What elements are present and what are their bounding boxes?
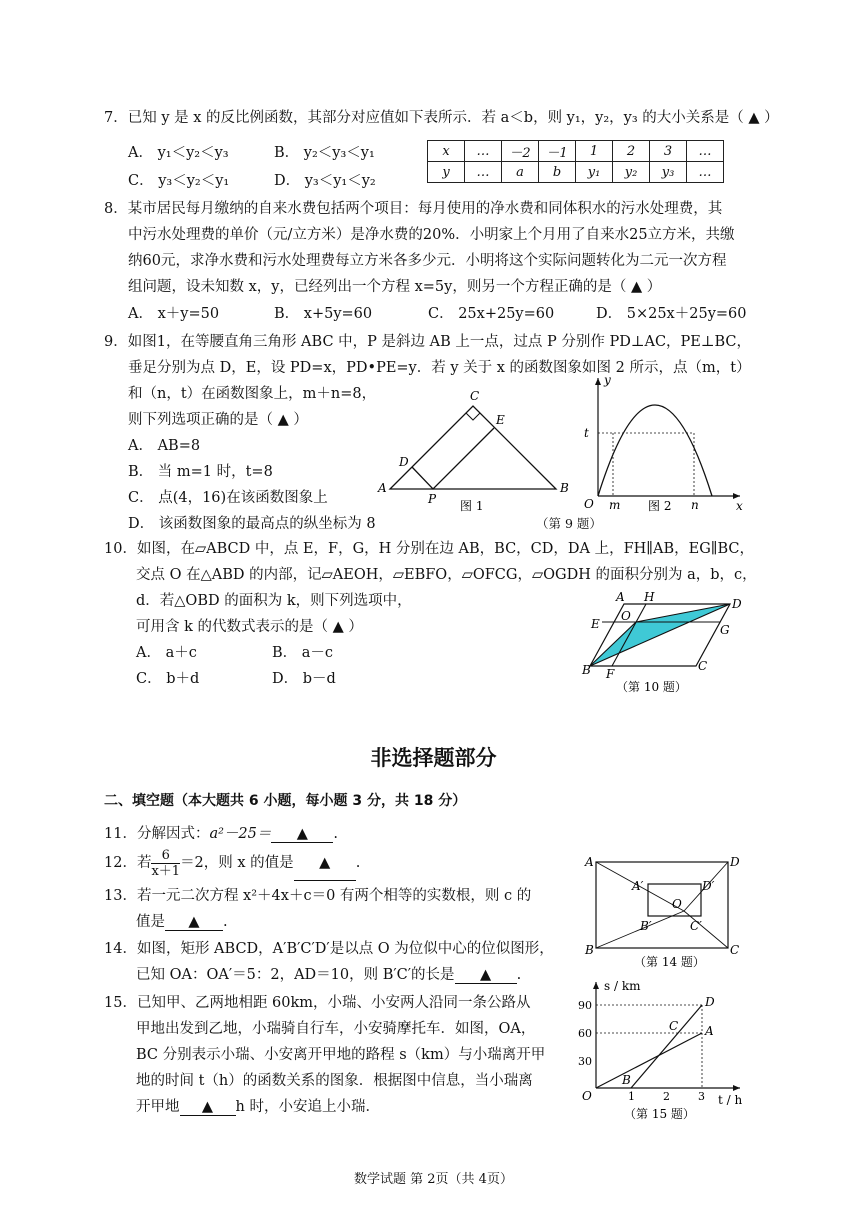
label-b: B [585, 943, 594, 957]
table-cell: 1 [576, 141, 613, 162]
fraction-denominator: x＋1 [151, 863, 181, 879]
y-axis-label: s / km [604, 979, 641, 993]
q9-caption: （第 9 题） [536, 516, 602, 531]
table-cell: x [428, 141, 465, 162]
table-cell: … [687, 141, 724, 162]
label-d: D [399, 455, 409, 469]
q9-line-2: 垂足分别为点 D，E，设 PD=x，PD•PE=y．若 y 关于 x 的函数图象如图 2 所示，点（m，t） [128, 360, 751, 376]
q14-prefix: 已知 OA：OA′＝5：2，AD＝10，则 B′C′的长是 [136, 967, 455, 983]
table-cell: … [465, 141, 502, 162]
q8-line-2: 中污水处理费的单价（元/立方米）是净水费的20%．小明家上个月用了自来水25立方米，共缴 [128, 227, 735, 243]
q12-middle: ＝2，则 x 的值是 [180, 855, 294, 871]
q7-option-b[interactable]: B． y₂＜y₃＜y₁ [274, 145, 375, 161]
q7-value-table [427, 140, 724, 183]
q7-stem: 7．已知 y 是 x 的反比例函数，其部分对应值如下表所示．若 a＜b，则 y₁，y₂，y₃ 的大小关系是（ ▲ ） [104, 110, 779, 126]
line-bd [631, 1005, 702, 1088]
table-cell: b [539, 162, 576, 183]
label-a-prime: A′ [632, 879, 644, 893]
label-a: A [705, 1024, 714, 1038]
fig2-caption: 图 2 [648, 499, 672, 513]
q9-option-c[interactable]: C． 点(4，16)在该函数图象上 [128, 490, 328, 506]
table-cell: y₂ [613, 162, 650, 183]
rectangle-abcd [596, 862, 728, 948]
q10-option-a[interactable]: A． a＋c [136, 645, 197, 661]
q10-line-1: 10．如图，在▱ABCD 中，点 E，F，G，H 分别在边 AB，BC，CD，DA 上，FH∥AB，EG∥BC， [104, 541, 755, 557]
label-d: D [732, 597, 742, 611]
x-tick-2: 2 [663, 1090, 670, 1103]
q15-prefix: 开甲地 [136, 1099, 180, 1115]
q11-suffix: . [333, 826, 338, 842]
q8-line-1: 8．某市居民每月缴纳的自来水费包括两个项目：每月使用的净水费和同体积水的污水处理费，其 [104, 201, 723, 217]
line-oa [596, 1033, 702, 1088]
table-row [428, 162, 724, 183]
label-g: G [720, 623, 730, 637]
label-a: A [378, 481, 387, 495]
q9-option-d[interactable]: D． 该函数图象的最高点的纵坐标为 8 [128, 516, 376, 532]
q10-line-4: 可用含 k 的代数式表示的是（ ▲ ） [136, 619, 363, 635]
q15-line-5 [136, 1095, 380, 1116]
q15-figure [572, 976, 752, 1126]
q15-caption: （第 15 题） [624, 1107, 695, 1121]
table-cell: y [428, 162, 465, 183]
label-o: O [621, 609, 631, 623]
q9-line-1: 9．如图1，在等腰直角三角形 ABC 中，P 是斜边 AB 上一点，过点 P 分别作 PD⊥AC，PE⊥BC， [104, 334, 752, 350]
q7-option-a[interactable]: A． y₁＜y₂＜y₃ [128, 145, 229, 161]
q15-suffix: h 时，小安追上小瑞． [235, 1099, 380, 1115]
q10-option-c[interactable]: C． b＋d [136, 671, 200, 687]
q8-option-a[interactable]: A． x＋y=50 [128, 306, 220, 322]
q15-line-1: 15．已知甲、乙两地相距 60km，小瑞、小安两人沿同一条公路从 [104, 995, 531, 1011]
label-d-prime: D′ [702, 879, 715, 893]
label-a: A [616, 590, 625, 604]
q13-line-1: 13．若一元二次方程 x²＋4x＋c＝0 有两个相等的实数根，则 c 的 [104, 888, 532, 904]
label-f: F [606, 667, 615, 681]
table-cell: －2 [502, 141, 539, 162]
q10-option-d[interactable]: D． b－d [272, 671, 336, 687]
label-c: C [698, 659, 708, 673]
q11 [104, 822, 338, 843]
q8-line-3: 纳60元，求净水费和污水处理费每立方米各多少元．小明将这个实际问题转化为二元一次方程 [128, 253, 727, 269]
q11-prefix: 11．分解因式： [104, 826, 210, 842]
q14-line-2 [136, 963, 521, 984]
q9-line-3: 和（n，t）在函数图象上，m＋n=8， [128, 386, 377, 402]
fraction-numerator: 6 [151, 848, 180, 864]
label-d: D [705, 995, 715, 1009]
q10-caption: （第 10 题） [616, 680, 687, 694]
q13-line-2 [136, 910, 228, 931]
q9-option-a[interactable]: A． AB=8 [128, 438, 201, 454]
label-b-prime: B′ [640, 919, 652, 933]
q12-answer-blank[interactable]: ▲ [294, 846, 356, 881]
page-footer: 数学试题 第 2页（共 4页） [354, 1172, 513, 1187]
x-axis-label: t / h [718, 1093, 743, 1107]
q13-prefix: 值是 [136, 914, 165, 930]
table-cell: 3 [650, 141, 687, 162]
table-cell: … [687, 162, 724, 183]
label-b: B [560, 481, 569, 495]
label-a: A [585, 855, 594, 869]
label-c: C [730, 943, 740, 957]
table-cell: a [502, 162, 539, 183]
q13-answer-blank[interactable]: ▲ [165, 914, 223, 931]
q12-prefix: 12．若 [104, 855, 152, 871]
parabola-curve [598, 405, 712, 496]
perpendiculars-pd-pe [412, 428, 494, 489]
q9-line-4: 则下列选项正确的是（ ▲ ） [128, 412, 308, 428]
q8-option-d[interactable]: D． 5×25x＋25y=60 [596, 306, 747, 322]
fig1-caption: 图 1 [460, 499, 484, 513]
label-c: C [669, 1019, 679, 1033]
table-cell: －1 [539, 141, 576, 162]
q14-caption: （第 14 题） [634, 955, 705, 969]
q9-figure-2 [578, 372, 748, 516]
q10-line-3: d．若△OBD 的面积为 k，则下列选项中， [136, 593, 412, 609]
y-tick-60: 60 [578, 1027, 592, 1040]
y-tick-30: 30 [578, 1055, 592, 1068]
label-h: H [644, 590, 655, 604]
table-cell: y₁ [576, 162, 613, 183]
q15-line-4: 地的时间 t（h）的函数关系的图象．根据图中信息，当小瑞离 [136, 1073, 533, 1089]
q8-option-c[interactable]: C． 25x+25y=60 [428, 306, 555, 322]
label-c: C [470, 389, 480, 403]
q8-line-4: 组问题，设未知数 x，y，已经列出一个方程 x=5y，则另一个方程正确的是（ ▲ ） [128, 279, 662, 295]
q10-option-b[interactable]: B． a－c [272, 645, 334, 661]
x-tick-1: 1 [628, 1090, 635, 1103]
q9-figure-1 [372, 386, 572, 516]
label-o: O [584, 497, 594, 511]
label-e: E [591, 617, 600, 631]
q8-option-b[interactable]: B． x+5y=60 [274, 306, 373, 322]
q11-answer-blank[interactable]: ▲ [271, 826, 333, 843]
q7-option-d[interactable]: D． y₃＜y₁＜y₂ [274, 173, 376, 189]
label-t: t [584, 426, 589, 440]
q13-suffix: . [223, 914, 228, 930]
label-b: B [622, 1073, 631, 1087]
part2-header: 二、填空题（本大题共 6 小题，每小题 3 分，共 18 分） [104, 793, 467, 809]
label-c-prime: C′ [690, 919, 702, 933]
triangle-abc [390, 406, 556, 489]
label-d: D [730, 855, 740, 869]
label-p: P [428, 492, 437, 506]
label-x: x [736, 499, 743, 513]
x-tick-3: 3 [698, 1090, 705, 1103]
q9-option-b[interactable]: B． 当 m=1 时，t=8 [128, 464, 273, 480]
q11-expression: a²－25＝ [209, 826, 272, 842]
label-n: n [691, 498, 699, 512]
q14-line-1: 14．如图，矩形 ABCD，A′B′C′D′是以点 O 为位似中心的位似图形， [104, 941, 554, 957]
q12 [104, 846, 360, 881]
q15-answer-blank[interactable]: ▲ [180, 1099, 236, 1116]
table-row [428, 141, 724, 162]
q7-option-c[interactable]: C． y₃＜y₂＜y₁ [128, 173, 230, 189]
q12-fraction [151, 848, 180, 879]
section-title: 非选择题部分 [370, 746, 497, 770]
label-o: O [672, 897, 682, 911]
q10-line-2: 交点 O 在△ABD 的内部，记▱AEOH，▱EBFO，▱OFCG，▱OGDH 的面积分别为 a，b，c， [136, 567, 757, 583]
q10-figure [580, 590, 750, 694]
q15-line-3: BC 分别表示小瑞、小安离开甲地的路程 s（km）与小瑞离开甲 [136, 1047, 546, 1063]
q14-suffix: . [516, 967, 522, 983]
q14-answer-blank[interactable]: ▲ [455, 967, 517, 984]
label-b: B [582, 663, 591, 677]
q12-suffix: . [355, 855, 361, 871]
table-cell: 2 [613, 141, 650, 162]
y-tick-90: 90 [578, 999, 592, 1012]
table-cell: … [465, 162, 502, 183]
label-e: E [496, 413, 505, 427]
table-cell: y₃ [650, 162, 687, 183]
label-m: m [609, 498, 621, 512]
right-angle-mark [466, 413, 480, 420]
label-y: y [604, 373, 611, 387]
q14-figure [584, 852, 744, 970]
label-o: O [582, 1089, 592, 1103]
q15-line-2: 甲地出发到乙地，小瑞骑自行车，小安骑摩托车．如图，OA， [136, 1021, 536, 1037]
